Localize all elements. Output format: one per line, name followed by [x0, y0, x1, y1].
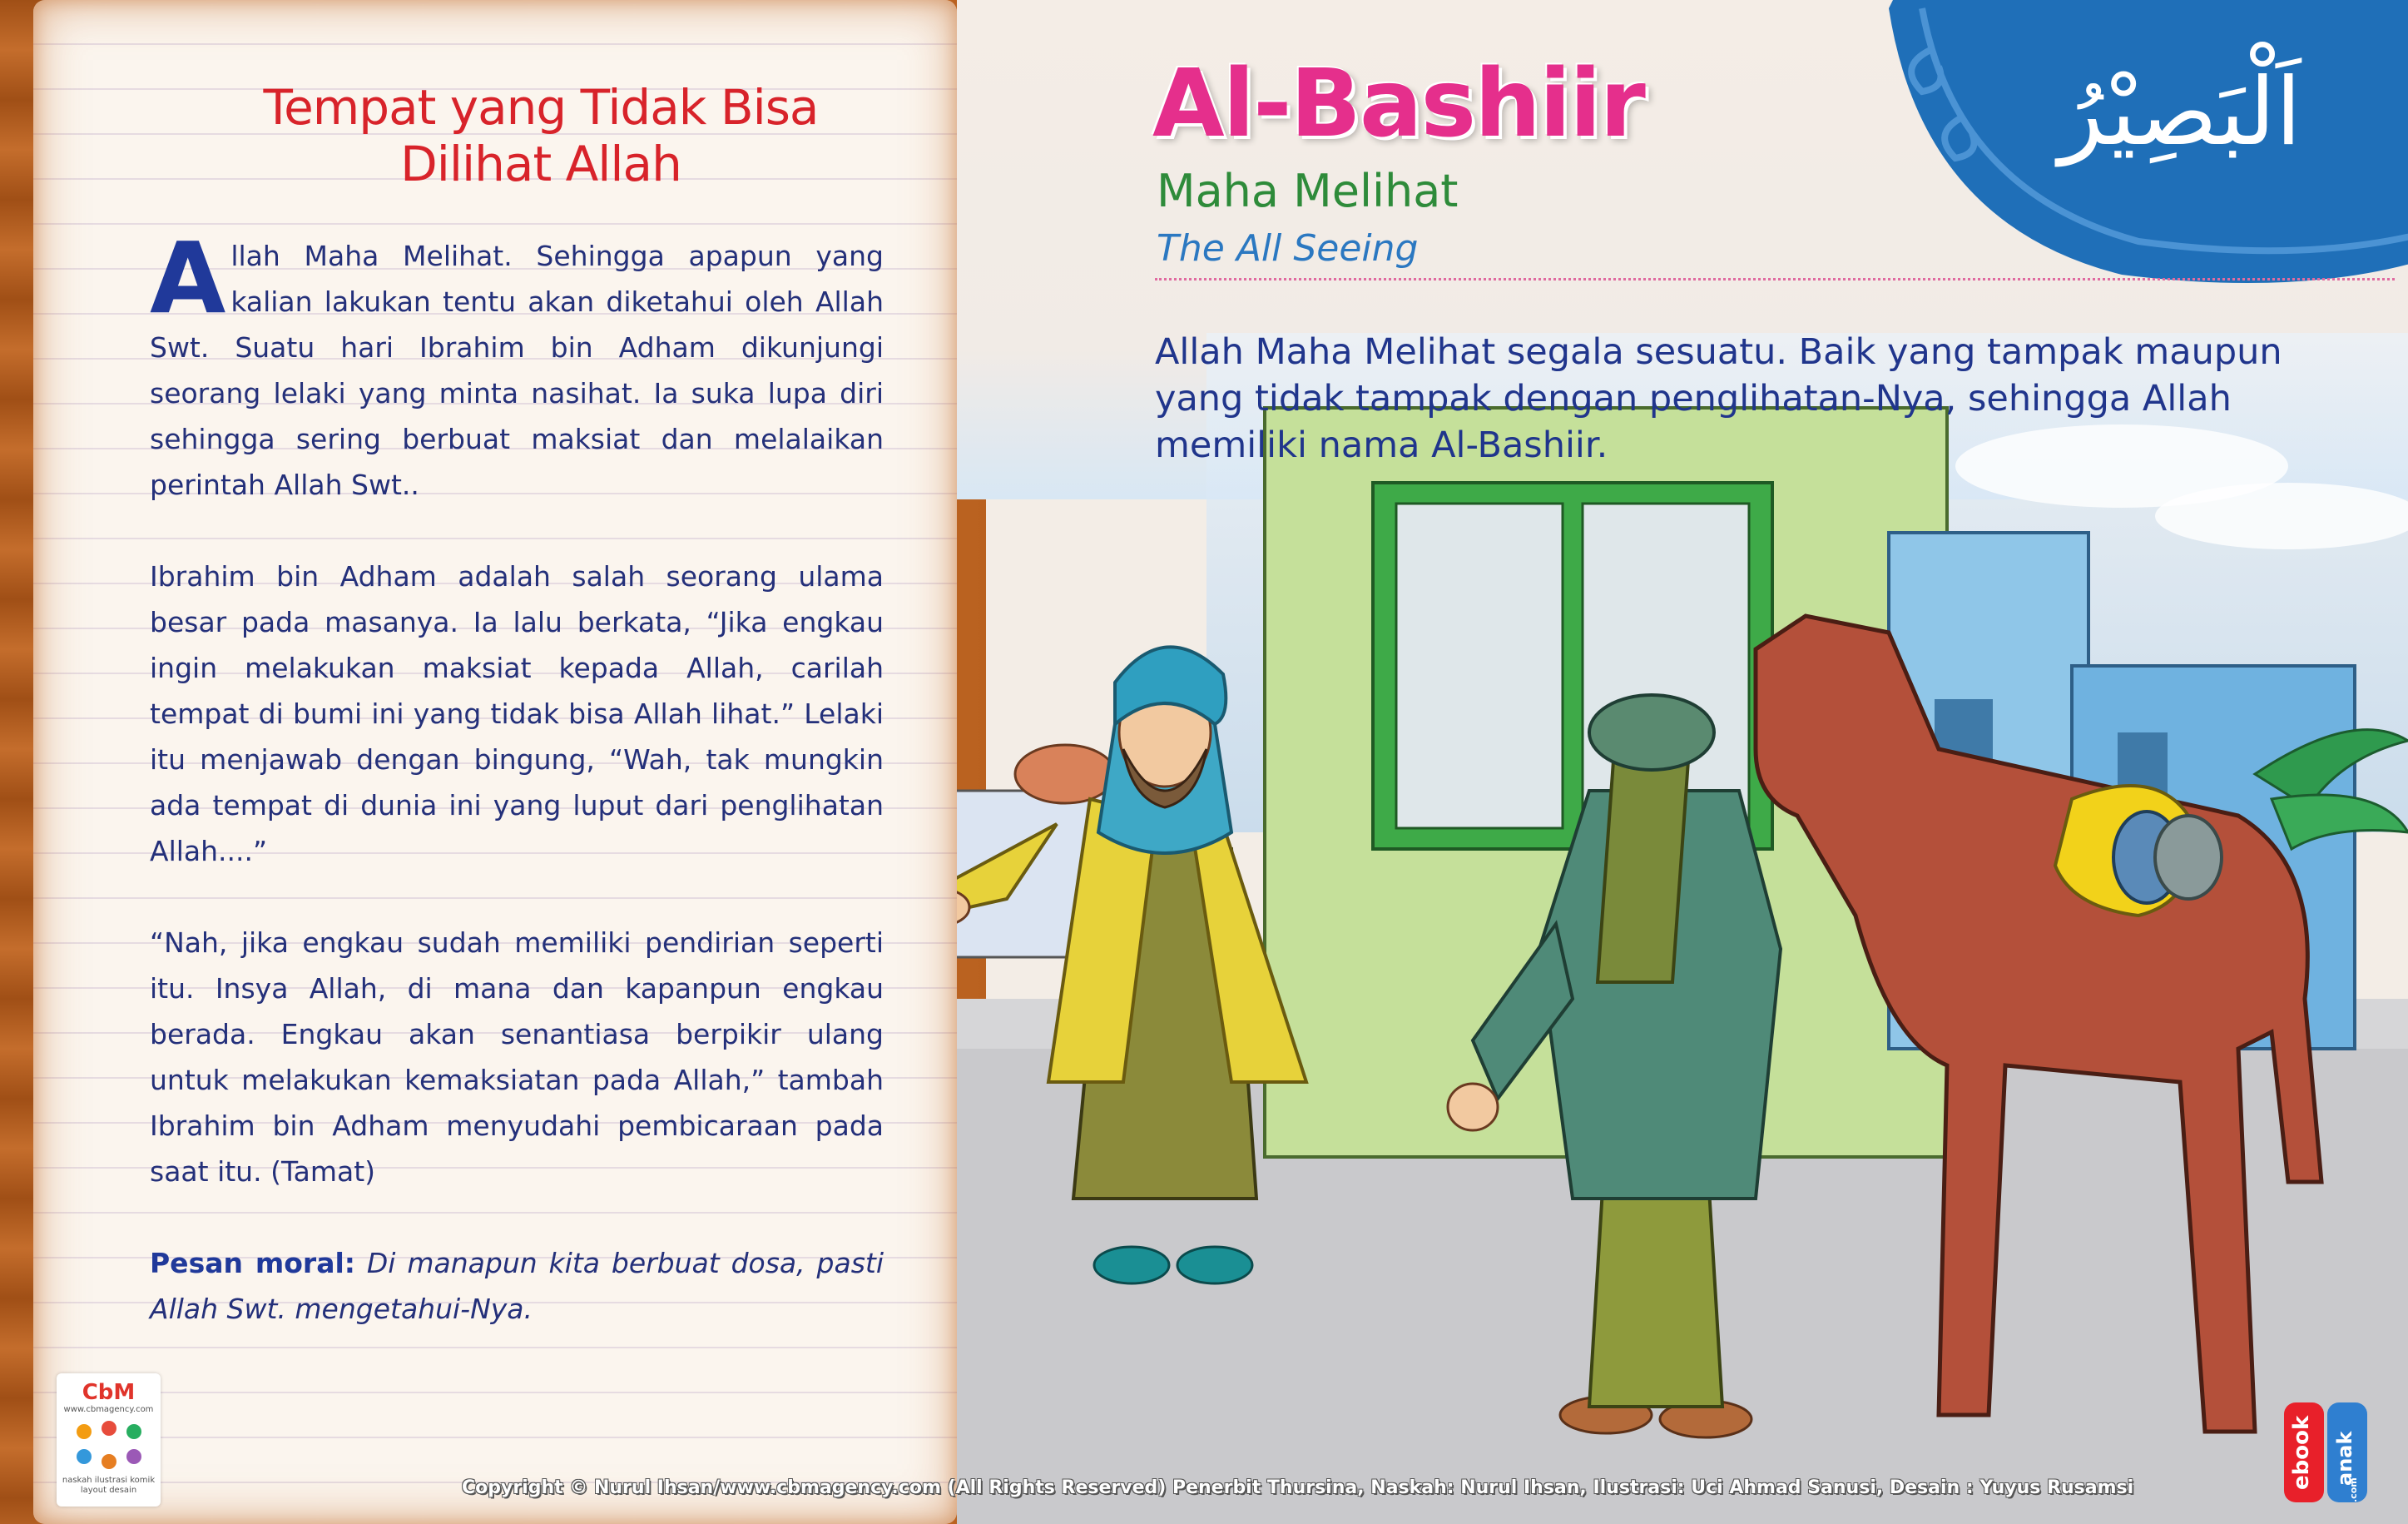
asmaul-husna-title: Al-Bashiir — [1152, 50, 1644, 158]
story-title-line1: Tempat yang Tidak Bisa — [263, 79, 819, 136]
moral-text: Di manapun kita berbuat dosa, pasti Allah Swt. mengetahui-Nya. — [150, 1247, 884, 1325]
copyright-footer: Copyright © Nurul Ihsan/www.cbmagency.com (All Rights Reserved) Penerbit Thursina, Naskah: Nurul Ihsan, Ilustrasi: Uci Ahmad Sanusi, Desain : Yuyus Rusamsi — [462, 1477, 2134, 1498]
story-text — [150, 221, 884, 1378]
meaning-english: The All Seeing — [1157, 227, 1419, 270]
dotcom-text: .com — [2348, 1477, 2359, 1502]
cbm-url: www.cbmagency.com — [63, 1405, 154, 1414]
story-title — [141, 79, 940, 192]
drop-cap: A — [150, 221, 226, 335]
ebookanak-logo — [2280, 1398, 2371, 1507]
ebookanak-logo-icon — [2280, 1398, 2371, 1507]
moral-message — [150, 1240, 884, 1332]
intro-text: Allah Maha Melihat segala sesuatu. Baik yang tampak maupun yang tidak tampak dengan penglihatan-Nya, sehingga Allah memiliki nama Al-Bashiir. — [1155, 331, 2282, 466]
ebook-text: ebook — [2289, 1415, 2314, 1490]
story-paragraph-3: “Nah, jika engkau sudah memiliki pendirian seperti itu. Insya Allah, di mana dan kapanpun engkau berada. Engkau akan senantiasa berpikir ulang untuk melakukan kemaksiatan pada Allah,” tambah Ibrahim bin Adham menyudahi pembicaraan pada saat itu. (Tamat) — [150, 926, 884, 1188]
dotted-divider — [1155, 278, 2395, 280]
cbm-agency-logo — [57, 1373, 161, 1507]
anak-text: anak — [2333, 1431, 2356, 1486]
arabic-calligraphy: اَلْبَصِيْرُ — [2059, 58, 2301, 166]
clay-pot — [1015, 745, 1115, 803]
moral-label: Pesan moral: — [150, 1247, 355, 1279]
story-paragraph-1 — [150, 221, 884, 508]
window-pane-left — [1396, 504, 1563, 828]
story-title-line2: Dilihat Allah — [400, 136, 681, 192]
story-paragraph-2: Ibrahim bin Adham adalah salah seorang ulama besar pada masanya. Ia lalu berkata, “Jika engkau ingin melakukan maksiat kepada Allah, carilah tempat di bumi ini yang tidak bisa Allah lihat.” Lelaki itu menjawab dengan bingung, “Wah, tak mungkin ada tempat di dunia ini yang luput dari penglihatan Allah....” — [150, 560, 884, 867]
cbm-figures-icon — [67, 1415, 151, 1473]
story-paragraph-1-text: llah Maha Melihat. Sehingga apapun yang kalian lakukan tentu akan diketahui oleh Allah Swt. Suatu hari Ibrahim bin Adham dikunjungi seorang lelaki yang minta nasihat. Ia suka lupa diri sehingga sering berbuat maksiat dan melalaikan perintah Allah Swt.. — [150, 240, 884, 501]
meaning-indonesian: Maha Melihat — [1157, 165, 1459, 217]
cbm-tagline: naskah ilustrasi komik layout desain — [62, 1476, 156, 1495]
cbm-brand: CbM — [82, 1380, 136, 1405]
